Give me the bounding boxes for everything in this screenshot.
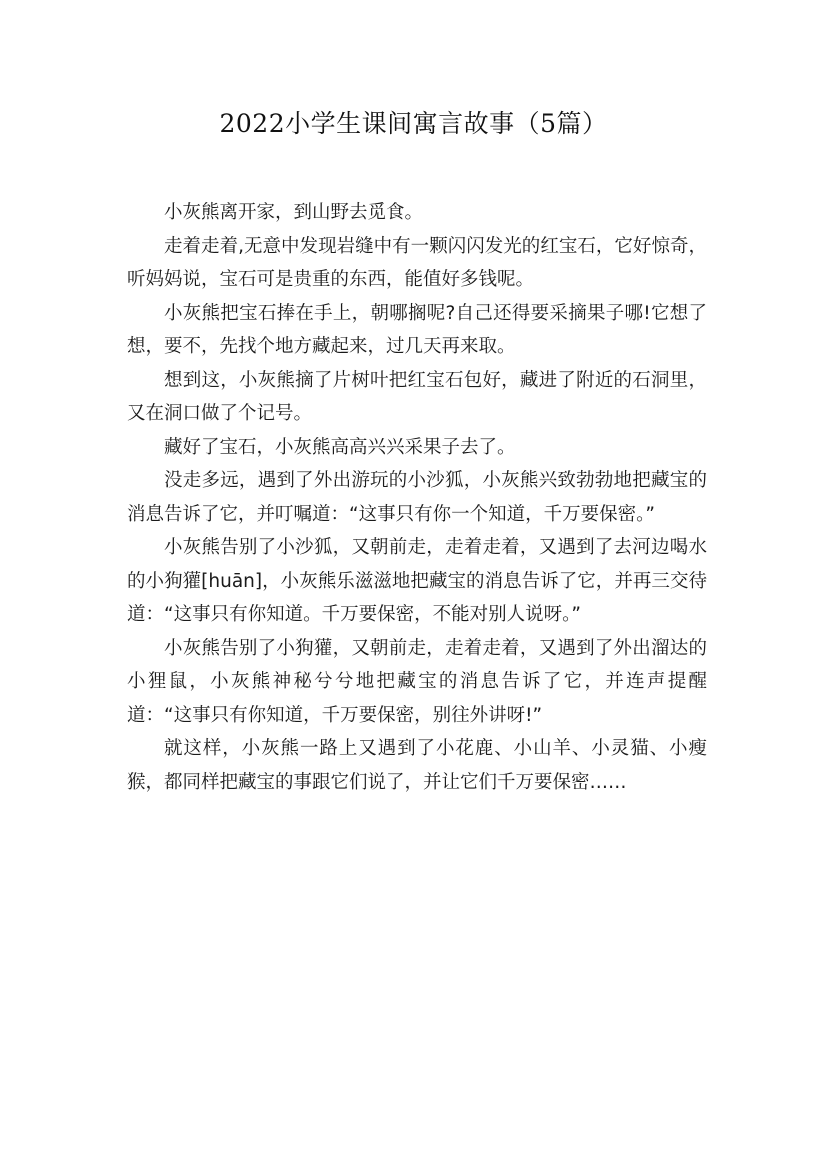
paragraph: 没走多远，遇到了外出游玩的小沙狐，小灰熊兴致勃勃地把藏宝的消息告诉了它，并叮嘱道：“这事只有你一个知道，千万要保密。” [127,470,707,525]
paragraph: 就这样，小灰熊一路上又遇到了小花鹿、小山羊、小灵猫、小瘦猴，都同样把藏宝的事跟它们说了，并让它们千万要保密…… [127,738,707,793]
document-title: 2022小学生课间寓言故事（5篇） [219,109,608,138]
paragraph: 藏好了宝石，小灰熊高高兴兴采果子去了。 [164,436,516,458]
document-body [127,196,707,799]
paragraph: 小灰熊告别了小沙狐，又朝前走，走着走着，又遇到了去河边喝水的小狗獾[huān]，小灰熊乐滋滋地把藏宝的消息告诉了它，并再三交待道：“这事只有你知道。千万要保密，不能对别人说呀。” [127,537,707,625]
paragraph: 走着走着,无意中发现岩缝中有一颗闪闪发光的红宝石，它好惊奇，听妈妈说，宝石可是贵重的东西，能值好多钱呢。 [127,235,707,290]
paragraph: 小灰熊告别了小狗獾，又朝前走，走着走着，又遇到了外出溜达的小狸鼠，小灰熊神秘兮兮地把藏宝的消息告诉了它，并连声提醒道：“这事只有你知道，千万要保密，别往外讲呀!” [127,637,707,726]
paragraph: 想到这，小灰熊摘了片树叶把红宝石包好，藏进了附近的石洞里，又在洞口做了个记号。 [127,369,707,424]
paragraph: 小灰熊把宝石捧在手上，朝哪搁呢?自己还得要采摘果子哪!它想了想，要不，先找个地方藏起来，过几天再来取。 [127,302,707,357]
paragraph: 小灰熊离开家，到山野去觅食。 [164,202,424,223]
